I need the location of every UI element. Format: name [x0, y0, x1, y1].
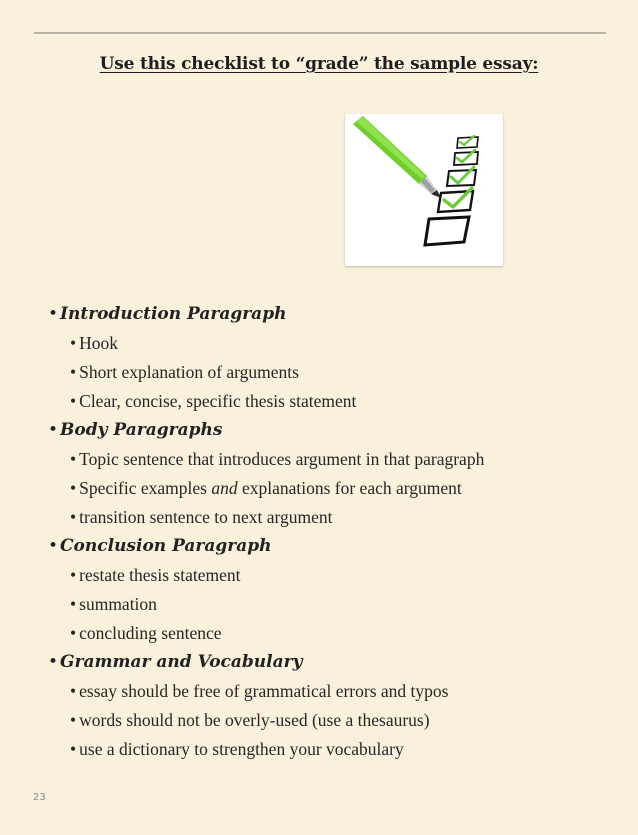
top-divider — [34, 32, 606, 34]
checklist-pen-illustration — [345, 114, 503, 266]
list-item: • use a dictionary to strengthen your vocabulary — [70, 739, 404, 759]
checklist-pen-icon — [345, 114, 503, 266]
bullet: • — [70, 594, 77, 614]
list-item: • Hook — [70, 333, 119, 353]
list-item: • restate thesis statement — [70, 565, 241, 585]
list-item: • words should not be overly-used (use a thesaurus) — [70, 710, 430, 730]
bullet: • — [70, 739, 77, 759]
bullet: • — [70, 710, 77, 730]
list-item: • Specific examples and explanations for each argument — [70, 478, 462, 498]
bullet: • — [48, 652, 59, 672]
bullet: • — [48, 420, 59, 440]
list-item: • Topic sentence that introduces argument in that paragraph — [70, 449, 485, 469]
list-item: • essay should be free of grammatical errors and typos — [70, 681, 449, 701]
section-heading-introduction: • Introduction Paragraph — [48, 304, 287, 324]
list-item: • Clear, concise, specific thesis statement — [70, 391, 357, 411]
emphasis: and — [211, 478, 238, 498]
section-heading-conclusion: • Conclusion Paragraph — [48, 536, 272, 556]
list-item: • summation — [70, 594, 157, 614]
section-heading-grammar: • Grammar and Vocabulary — [48, 652, 303, 672]
bullet: • — [70, 391, 77, 411]
bullet: • — [70, 681, 77, 701]
list-item: • concluding sentence — [70, 623, 222, 643]
bullet: • — [70, 362, 77, 382]
bullet: • — [70, 565, 77, 585]
page-number: 23 — [33, 792, 46, 803]
section-heading-body: • Body Paragraphs — [48, 420, 223, 440]
bullet: • — [70, 449, 77, 469]
bullet: • — [70, 478, 77, 498]
list-item: • Short explanation of arguments — [70, 362, 299, 382]
page-title: Use this checklist to “grade” the sample essay: — [99, 54, 539, 74]
bullet: • — [48, 304, 59, 324]
bullet: • — [70, 623, 77, 643]
list-item: • transition sentence to next argument — [70, 507, 333, 527]
checklist — [48, 300, 618, 764]
bullet: • — [70, 333, 77, 353]
bullet: • — [70, 507, 77, 527]
bullet: • — [48, 536, 59, 556]
